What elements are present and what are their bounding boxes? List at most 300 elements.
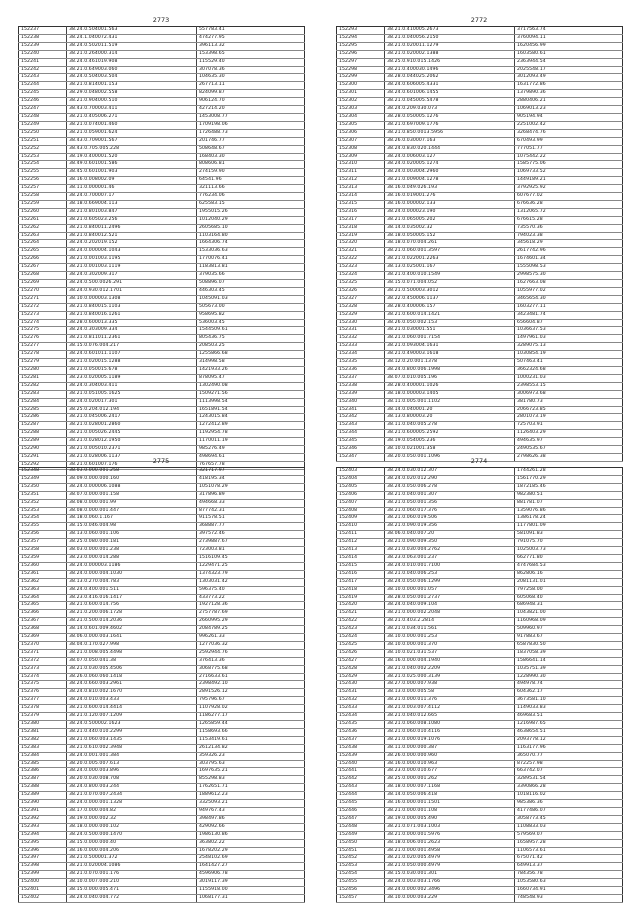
value-cell: 1149033.83	[515, 705, 623, 713]
parcel-code-cell: 38.24.0.606005.4331	[385, 82, 515, 90]
row-id-cell: 152297	[337, 58, 385, 66]
row-id-cell: 152298	[337, 66, 385, 74]
row-id-cell: 152316	[337, 208, 385, 216]
table-row	[19, 280, 305, 288]
parcel-code-cell: 38.21.0.500001.372	[67, 855, 197, 863]
value-cell: 64541.96	[197, 177, 305, 185]
row-id-cell: 152405	[337, 483, 385, 491]
row-id-cell: 152374	[19, 673, 67, 681]
value-cell: 1955015.26	[197, 208, 305, 216]
table-row	[19, 256, 305, 264]
table-row	[337, 594, 623, 602]
table-row	[19, 760, 305, 768]
parcel-code-cell: 38.24.0.202019.152	[67, 240, 197, 248]
row-id-cell: 152336	[337, 366, 385, 374]
parcel-code-cell: 38.18.0.070.004.261	[385, 240, 515, 248]
row-id-cell: 152315	[337, 200, 385, 208]
row-id-cell: 152362	[19, 578, 67, 586]
table-row	[19, 351, 305, 359]
table-row	[19, 705, 305, 713]
parcel-code-cell: 38.21.0.034.011.561	[385, 626, 515, 634]
value-cell: 1030854.19	[515, 351, 623, 359]
value-cell: 996261.33	[197, 634, 305, 642]
row-id-cell: 152383	[19, 744, 67, 752]
parcel-code-cell: 38.28.0.044025.2062	[385, 74, 515, 82]
value-cell: 2548102.69	[197, 855, 305, 863]
parcel-code-cell: 38.21.0.093004.1631	[385, 343, 515, 351]
table-row	[19, 58, 305, 66]
table-row	[19, 570, 305, 578]
value-cell: 4596906.78	[197, 871, 305, 879]
parcel-code-cell: 38.07.0.010.005.196	[385, 374, 515, 382]
value-cell: 1255866.68	[197, 351, 305, 359]
row-id-cell: 152377	[19, 697, 67, 705]
table-row	[19, 27, 305, 35]
row-id-cell: 152390	[19, 800, 67, 808]
row-id-cell: 152449	[337, 831, 385, 839]
row-id-cell: 152457	[337, 894, 385, 902]
table-row	[337, 792, 623, 800]
value-cell: 676615.28	[515, 216, 623, 224]
parcel-code-cell: 38.24.0.502011.519	[67, 42, 197, 50]
value-cell: 1664306.74	[197, 240, 305, 248]
row-id-cell: 152289	[19, 438, 67, 446]
row-id-cell: 152406	[337, 491, 385, 499]
parcel-code-cell: 38.21.0.005010.2371	[67, 446, 197, 454]
parcel-code-cell: 38.21.0.904000.510	[67, 98, 197, 106]
value-cell: 1302490.08	[197, 382, 305, 390]
value-cell: 6587830.50	[515, 641, 623, 649]
row-id-cell: 152238	[19, 34, 67, 42]
row-id-cell: 152346	[337, 446, 385, 454]
parcel-code-cell: 38.04.0.170.027.998	[67, 641, 197, 649]
value-cell: 1035751.39	[515, 665, 623, 673]
parcel-code-cell: 38.21.0.605023.256	[67, 216, 197, 224]
table-row	[19, 264, 305, 272]
parcel-code-cell: 38.15.0.030.001.301	[385, 871, 515, 879]
table-row	[337, 807, 623, 815]
row-id-cell: 152329	[337, 311, 385, 319]
sheet-title: 2773	[152, 16, 170, 24]
parcel-code-cell: 38.21.0.814001.153	[67, 82, 197, 90]
row-id-cell: 152303	[337, 106, 385, 114]
value-cell: 1053580.63	[515, 879, 623, 887]
parcel-code-cell: 38.24.0.500.000.1470	[67, 831, 197, 839]
row-id-cell: 152445	[337, 800, 385, 808]
table-row	[337, 169, 623, 177]
table-row	[19, 390, 305, 398]
parcel-code-cell: 38.21.0.601007.176	[67, 461, 197, 469]
row-id-cell: 152399	[19, 871, 67, 879]
value-cell: 1312065.72	[515, 208, 623, 216]
value-cell: 1303031.42	[197, 578, 305, 586]
value-cell: 795796.67	[197, 697, 305, 705]
value-cell: 663742.07	[515, 768, 623, 776]
table-row	[337, 248, 623, 256]
value-cell: 794023.38	[515, 232, 623, 240]
table-row	[337, 422, 623, 430]
value-cell: 1068177.31	[197, 894, 305, 902]
row-id-cell: 152290	[19, 446, 67, 454]
value-cell: 1055977.02	[515, 287, 623, 295]
value-cell: 321113.66	[197, 185, 305, 193]
parcel-code-cell: 38.21.0.020004.1086	[67, 863, 197, 871]
parcel-code-cell: 38.24.0.020.012.290	[385, 475, 515, 483]
parcel-code-cell: 38.16.0.000.004.1940	[385, 657, 515, 665]
parcel-code-cell: 38.18.0.060.1.167	[67, 515, 197, 523]
parcel-code-cell: 38.24.0.504003.504	[67, 74, 197, 82]
table-row	[19, 578, 305, 586]
row-id-cell: 152392	[19, 815, 67, 823]
row-id-cell: 152397	[19, 855, 67, 863]
parcel-code-cell: 38.21.0.840012.521	[67, 232, 197, 240]
table-row	[19, 406, 305, 414]
table-row	[337, 736, 623, 744]
table-row	[19, 562, 305, 570]
parcel-code-cell: 38.25.0.204.012.194	[67, 406, 197, 414]
parcel-code-cell: 38.24.0.800.006.1998	[385, 366, 515, 374]
parcel-code-cell: 38.43.0.705.005.228	[67, 145, 197, 153]
value-cell: 805436.75	[197, 335, 305, 343]
table-row	[337, 894, 623, 902]
parcel-code-cell: 38.21.0.850.0013.5956	[385, 129, 515, 137]
table-row	[19, 374, 305, 382]
row-id-cell: 152314	[337, 193, 385, 201]
value-cell: 808606.81	[197, 161, 305, 169]
table-row	[19, 752, 305, 760]
row-id-cell: 152264	[19, 240, 67, 248]
table-row	[337, 319, 623, 327]
parcel-code-cell: 38.12.0.20.001.1378	[385, 359, 515, 367]
parcel-code-cell: 38.21.0.030.005.4506	[67, 665, 197, 673]
row-id-cell: 152431	[337, 689, 385, 697]
parcel-code-cell: 38.28.0.400006.157	[385, 303, 515, 311]
data-table	[18, 26, 305, 470]
value-cell: 307078.36	[197, 66, 305, 74]
table-row	[19, 359, 305, 367]
value-cell: 427214.20	[197, 106, 305, 114]
row-id-cell: 152337	[337, 374, 385, 382]
parcel-code-cell: 38.21.0.060.003.1435	[67, 736, 197, 744]
parcel-code-cell: 38.21.0.020.005.4979	[385, 855, 515, 863]
parcel-code-cell: 38.21.0.001003.1119	[67, 264, 197, 272]
row-id-cell: 152307	[337, 137, 385, 145]
parcel-code-cell: 38.24.0.303009.334	[67, 327, 197, 335]
row-id-cell: 152415	[337, 562, 385, 570]
parcel-code-cell: 38.10.0.000.001.253	[385, 634, 515, 642]
value-cell: 605068.40	[515, 594, 623, 602]
table-row	[337, 507, 623, 515]
row-id-cell: 152309	[337, 153, 385, 161]
row-id-cell: 152259	[19, 200, 67, 208]
row-id-cell: 152317	[337, 216, 385, 224]
table-row	[19, 815, 305, 823]
table-row	[337, 113, 623, 121]
row-id-cell: 152252	[19, 145, 67, 153]
value-cell: 3268474.76	[515, 129, 623, 137]
parcel-code-cell: 38.21.0.025.000.3139	[385, 673, 515, 681]
row-id-cell: 152300	[337, 82, 385, 90]
row-id-cell: 152319	[337, 232, 385, 240]
parcel-code-cell: 38.21.0.050.000.4979	[385, 863, 515, 871]
table-row	[19, 137, 305, 145]
table-row	[19, 554, 305, 562]
value-cell: 507463.41	[515, 359, 623, 367]
parcel-code-cell: 38.21.0.000.001.5976	[385, 831, 515, 839]
table-row	[337, 311, 623, 319]
row-id-cell: 152241	[19, 58, 67, 66]
row-id-cell: 152372	[19, 657, 67, 665]
table-row	[337, 673, 623, 681]
parcel-code-cell: 38.13.0.060.001.106	[67, 531, 197, 539]
parcel-code-cell: 38.24.0.003004.2960	[385, 169, 515, 177]
row-id-cell: 152443	[337, 784, 385, 792]
value-cell: 1153419.61	[197, 736, 305, 744]
row-id-cell: 152326	[337, 287, 385, 295]
parcel-code-cell: 38.21.0.051005.1625	[67, 390, 197, 398]
parcel-code-cell: 38.21.0.264000.314	[67, 50, 197, 58]
table-row	[337, 539, 623, 547]
parcel-code-cell: 38.10.0.000003.1308	[67, 295, 197, 303]
value-cell: 1674601.34	[515, 256, 623, 264]
value-cell: 1018116.02	[515, 792, 623, 800]
value-cell: 1641427.27	[197, 863, 305, 871]
row-id-cell: 152284	[19, 398, 67, 406]
parcel-code-cell: 38.19.0.054005.236	[385, 438, 515, 446]
table-row	[337, 879, 623, 887]
row-id-cell: 152339	[337, 390, 385, 398]
row-id-cell: 152281	[19, 374, 67, 382]
parcel-code-cell: 38.21.0.045005.5478	[385, 98, 515, 106]
value-cell: 1069013.23	[515, 106, 623, 114]
table-row	[337, 554, 623, 562]
table-row	[337, 256, 623, 264]
value-cell: 2251002.42	[515, 121, 623, 129]
value-cell: 4638654.51	[515, 728, 623, 736]
table-row	[19, 177, 305, 185]
row-id-cell: 152436	[337, 728, 385, 736]
table-row	[337, 42, 623, 50]
table-row	[337, 578, 623, 586]
row-id-cell: 152288	[19, 430, 67, 438]
table-row	[337, 728, 623, 736]
table-row	[337, 871, 623, 879]
parcel-code-cell: 38.16.0.000.001.1501	[385, 800, 515, 808]
parcel-code-cell: 38.24.0.000.002.3496	[385, 887, 515, 895]
value-cell: 345618.29	[515, 240, 623, 248]
parcel-code-cell: 38.23.0.063.001.237	[385, 554, 515, 562]
value-cell: 2660995.29	[197, 618, 305, 626]
parcel-code-cell: 38.11.0.005.001.1102	[385, 398, 515, 406]
value-cell: 1627663.08	[515, 280, 623, 288]
row-id-cell: 152439	[337, 752, 385, 760]
row-id-cell: 152416	[337, 570, 385, 578]
value-cell: 649913.37	[515, 863, 623, 871]
row-id-cell: 152237	[19, 27, 67, 35]
row-id-cell: 152278	[19, 351, 67, 359]
row-id-cell: 152394	[19, 831, 67, 839]
parcel-code-cell: 38.17.0.000.004.82	[67, 807, 197, 815]
value-cell: 1160968.09	[515, 618, 623, 626]
table-row	[337, 303, 623, 311]
sheet-title: 2775	[152, 457, 170, 465]
value-cell: 985386.36	[515, 800, 623, 808]
table-row	[337, 839, 623, 847]
parcel-code-cell: 38.24.0.000004.1043	[67, 248, 197, 256]
value-cell: 862806.16	[515, 570, 623, 578]
row-id-cell: 152352	[19, 499, 67, 507]
table-row	[19, 823, 305, 831]
parcel-code-cell: 38.21.0.000.001.4958	[385, 847, 515, 855]
row-id-cell: 152313	[337, 185, 385, 193]
parcel-code-cell: 38.14.0.050.006.418	[385, 792, 515, 800]
row-id-cell: 152287	[19, 422, 67, 430]
table-row	[19, 248, 305, 256]
parcel-code-cell: 38.16.0.000002.133	[385, 200, 515, 208]
value-cell: 1697635.21	[197, 768, 305, 776]
table-row	[337, 216, 623, 224]
row-id-cell: 152273	[19, 311, 67, 319]
value-cell: 557783.41	[197, 27, 305, 35]
table-row	[19, 303, 305, 311]
value-cell: 536003.45	[197, 319, 305, 327]
row-id-cell: 152455	[337, 879, 385, 887]
value-cell: 2801073.19	[515, 414, 623, 422]
parcel-code-cell: 38.28.0.050005.1276	[385, 113, 515, 121]
value-cell: 2592944.76	[197, 649, 305, 657]
table-row	[19, 475, 305, 483]
row-id-cell: 152386	[19, 768, 67, 776]
parcel-code-cell: 38.21.0.840011.2496	[67, 224, 197, 232]
value-cell: 1155918.00	[197, 887, 305, 895]
row-id-cell: 152426	[337, 649, 385, 657]
parcel-code-cell: 38.24.0.461019.908	[67, 58, 197, 66]
table-row	[19, 626, 305, 634]
parcel-code-cell: 38.21.0.065005.202	[385, 216, 515, 224]
value-cell: 3289531.54	[515, 776, 623, 784]
parcel-code-cell: 38.21.0.060.001.3597	[385, 248, 515, 256]
table-row	[19, 697, 305, 705]
parcel-code-cell: 38.21.0.050015.678	[67, 366, 197, 374]
value-cell: 872257.98	[515, 760, 623, 768]
table-row	[337, 66, 623, 74]
parcel-code-cell: 38.21.0.200.006.1728	[67, 610, 197, 618]
row-id-cell: 152364	[19, 594, 67, 602]
value-cell: 1374323.79	[197, 570, 305, 578]
table-row	[19, 531, 305, 539]
row-id-cell: 152413	[337, 547, 385, 555]
row-id-cell: 152417	[337, 578, 385, 586]
row-id-cell: 152351	[19, 491, 67, 499]
table-row	[19, 547, 305, 555]
row-id-cell: 152350	[19, 483, 67, 491]
parcel-code-cell: 38.21.0.060.019.506	[385, 515, 515, 523]
table-row	[19, 224, 305, 232]
value-cell: 1561770.29	[515, 475, 623, 483]
row-id-cell: 152293	[337, 27, 385, 35]
parcel-code-cell: 38.21.0.649003.060	[67, 66, 197, 74]
parcel-code-cell: 38.21.0.090.019.356	[385, 523, 515, 531]
table-row	[19, 499, 305, 507]
table-row	[19, 673, 305, 681]
value-cell: 1555098.53	[515, 264, 623, 272]
row-id-cell: 152312	[337, 177, 385, 185]
value-cell: 505673.00	[197, 303, 305, 311]
table-row	[19, 610, 305, 618]
value-cell: 824099.87	[197, 90, 305, 98]
row-id-cell: 152330	[337, 319, 385, 327]
row-id-cell: 152355	[19, 523, 67, 531]
value-cell: 3717563.74	[515, 27, 623, 35]
row-id-cell: 152411	[337, 531, 385, 539]
row-id-cell: 152279	[19, 359, 67, 367]
table-row	[19, 185, 305, 193]
table-row	[19, 594, 305, 602]
sheet-title: 2774	[470, 457, 488, 465]
value-cell: 1544509.61	[197, 327, 305, 335]
table-row	[19, 121, 305, 129]
parcel-code-cell: 38.15.0.000.005.471	[67, 887, 197, 895]
value-cell: 494668.33	[197, 499, 305, 507]
table-row	[337, 515, 623, 523]
value-cell: 321717.97	[197, 468, 305, 476]
table-row	[19, 721, 305, 729]
parcel-code-cell: 38.24.0.030.012.307	[385, 468, 515, 476]
row-id-cell: 152373	[19, 665, 67, 673]
row-id-cell: 152391	[19, 807, 67, 815]
parcel-code-cell: 38.25.0.080.000.181	[67, 539, 197, 547]
table-row	[337, 446, 623, 454]
row-id-cell: 152282	[19, 382, 67, 390]
parcel-code-cell: 38.06.0.040.007.20	[385, 531, 515, 539]
table-row	[337, 665, 623, 673]
row-id-cell: 152331	[337, 327, 385, 335]
table-row	[19, 343, 305, 351]
value-cell: 723003.81	[197, 547, 305, 555]
value-cell: 656604.87	[515, 319, 623, 327]
row-id-cell: 152308	[337, 145, 385, 153]
value-cell: 2716633.61	[197, 673, 305, 681]
row-id-cell: 152302	[337, 98, 385, 106]
parcel-code-cell: 38.28.0.050.001.2737	[385, 594, 515, 602]
parcel-code-cell: 38.25.0.910.015.1426	[385, 58, 515, 66]
row-id-cell: 152448	[337, 823, 385, 831]
value-cell: 776234.06	[197, 193, 305, 201]
value-cell: 686948.31	[515, 602, 623, 610]
value-cell: 881781.07	[515, 499, 623, 507]
value-cell: 1177801.09	[515, 523, 623, 531]
value-cell: 596375.40	[197, 586, 305, 594]
table-row	[19, 414, 305, 422]
table-row	[337, 224, 623, 232]
parcel-code-cell: 38.21.0.060.008.1080	[385, 721, 515, 729]
parcel-code-cell: 38.24.0.000.001.1328	[67, 800, 197, 808]
row-id-cell: 152435	[337, 721, 385, 729]
value-cell: 767657.78	[197, 461, 305, 469]
table-row	[19, 438, 305, 446]
value-cell: 368887.77	[197, 523, 305, 531]
value-cell: 1585775.06	[515, 161, 623, 169]
row-id-cell: 152440	[337, 760, 385, 768]
value-cell: 905194.94	[515, 113, 623, 121]
row-id-cell: 152295	[337, 42, 385, 50]
table-row	[19, 894, 305, 902]
parcel-code-cell: 38.24.0.050.006.278	[385, 483, 515, 491]
parcel-code-cell: 38.14.0.601.009.4602	[67, 626, 197, 634]
parcel-code-cell: 38.21.0.840016.1261	[67, 311, 197, 319]
table-row	[19, 831, 305, 839]
parcel-code-cell: 38.10.0.000.003.229	[385, 894, 515, 902]
